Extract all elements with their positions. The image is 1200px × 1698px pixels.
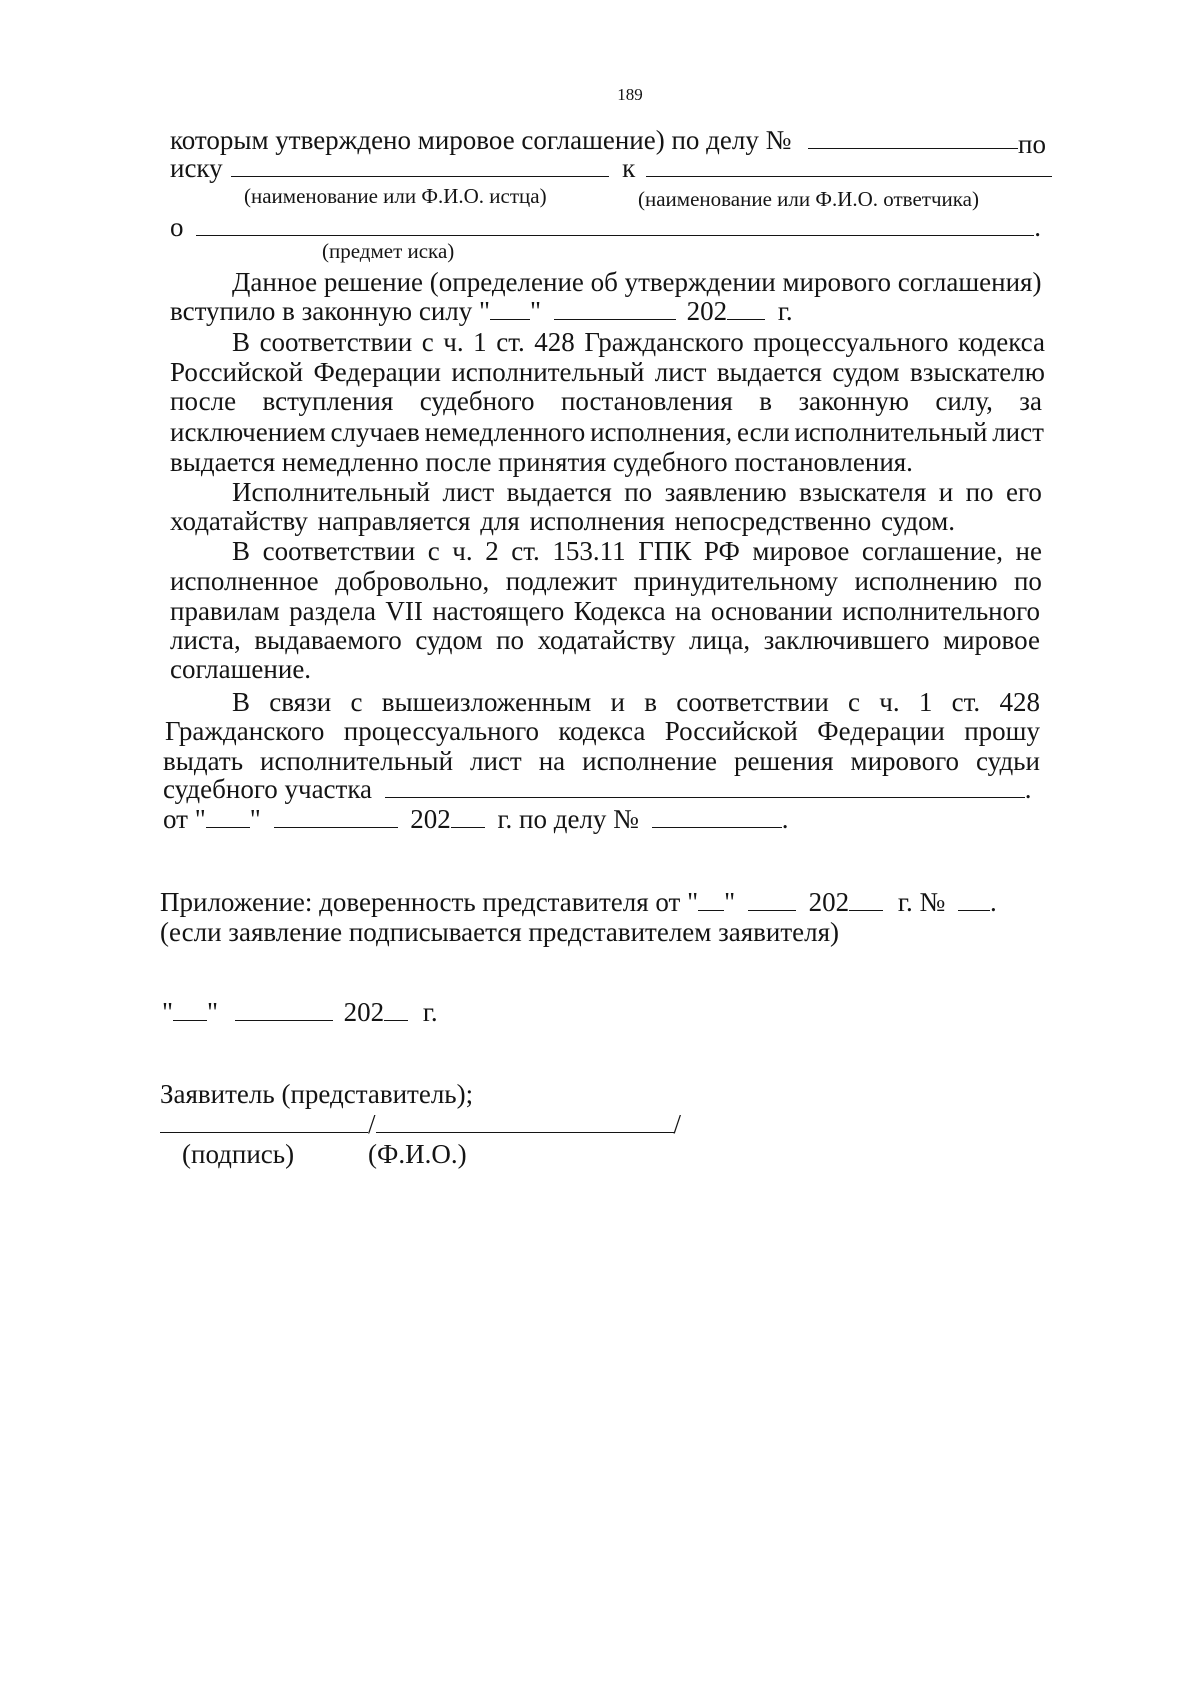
appendix-line-1: Приложение: доверенность представителя от " " 202 г. № . <box>160 887 997 917</box>
caption-plaintiff: (наименование или Ф.И.О. истца) <box>244 184 547 208</box>
signature-title: Заявитель (представитель); <box>160 1079 474 1109</box>
paragraph-5-line-2: Гражданского процессуального кодекса Российской Федерации прошу <box>165 716 1040 746</box>
poa-year-blank <box>849 890 883 911</box>
paragraph-2-line-4: исключением случаев немедленного исполнения, если исполнительный лист <box>170 417 1044 447</box>
header-line-3: о . <box>170 212 1041 242</box>
appendix-line-2: (если заявление подписывается представителем заявителя) <box>160 917 840 947</box>
paragraph-5-line-5: от " " 202 г. по делу № . <box>163 804 789 834</box>
paragraph-2-line-2: Российской Федерации исполнительный лист выдается судом взыскателю <box>170 357 1045 387</box>
paragraph-1-line-1: Данное решение (определение об утверждении мирового соглашения) <box>232 267 1042 297</box>
case-number-blank <box>808 128 1018 149</box>
effective-year-blank <box>727 299 765 320</box>
subject-blank <box>196 215 1034 236</box>
paragraph-5-line-3: выдать исполнительный лист на исполнение решения мирового судьи <box>163 746 1040 776</box>
application-day-blank <box>173 1000 207 1021</box>
subject-label: о <box>170 212 184 242</box>
decision-case-number-blank <box>652 807 782 828</box>
header-line-1-text: которым утверждено мировое соглашение) по делу № <box>170 125 792 155</box>
paragraph-5-line-4: судебного участка . <box>163 774 1032 804</box>
decision-day-blank <box>206 807 250 828</box>
signature-line: / / <box>160 1108 681 1140</box>
poa-number-blank <box>958 890 990 911</box>
poa-day-blank <box>698 890 724 911</box>
signature-blank <box>160 1112 368 1133</box>
against-label: к <box>622 153 636 183</box>
paragraph-2-line-5: выдается немедленно после принятия судебного постановления. <box>170 447 913 477</box>
application-date-line: " " 202 г. <box>162 997 438 1027</box>
paragraph-4-line-2: исполненное добровольно, подлежит принудительному исполнению по <box>170 566 1042 596</box>
paragraph-4-line-1: В соответствии с ч. 2 ст. 153.11 ГПК РФ мировое соглашение, не <box>232 536 1042 566</box>
effective-day-blank <box>490 299 530 320</box>
full-name-blank <box>376 1112 674 1133</box>
header-line-1-end: по <box>1018 129 1046 159</box>
application-month-blank <box>235 1000 333 1021</box>
caption-signature: (подпись) <box>182 1139 295 1169</box>
application-year-blank <box>384 1000 408 1021</box>
caption-subject: (предмет иска) <box>322 239 455 263</box>
paragraph-1-line-2: вступило в законную силу " " 202 г. <box>170 296 793 326</box>
decision-month-blank <box>274 807 398 828</box>
claim-label: иску <box>170 153 223 183</box>
paragraph-4-line-5: соглашение. <box>170 654 312 684</box>
court-district-blank <box>385 777 1025 798</box>
plaintiff-blank <box>231 156 609 177</box>
defendant-blank <box>646 156 1052 177</box>
paragraph-4-line-4: листа, выдаваемого судом по ходатайству лица, заключившего мировое <box>170 625 1040 655</box>
paragraph-2-line-3: после вступления судебного постановления в законную силу, за <box>170 386 1042 416</box>
paragraph-4-line-3: правилам раздела VII настоящего Кодекса на основании исполнительного <box>170 596 1040 626</box>
page-number: 189 <box>617 85 643 104</box>
paragraph-5-line-1: В связи с вышеизложенным и в соответствии с ч. 1 ст. 428 <box>232 687 1040 717</box>
poa-month-blank <box>748 890 796 911</box>
caption-defendant: (наименование или Ф.И.О. ответчика) <box>638 187 979 211</box>
effective-month-blank <box>554 299 676 320</box>
header-line-2 <box>170 152 1052 184</box>
decision-year-blank <box>451 807 485 828</box>
paragraph-2-line-1: В соответствии с ч. 1 ст. 428 Гражданского процессуального кодекса <box>232 327 1045 357</box>
paragraph-3-line-2: ходатайству направляется для исполнения непосредственно судом. <box>170 506 955 536</box>
paragraph-3-line-1: Исполнительный лист выдается по заявлению взыскателя и по его <box>232 477 1042 507</box>
caption-full-name: (Ф.И.О.) <box>368 1139 467 1169</box>
